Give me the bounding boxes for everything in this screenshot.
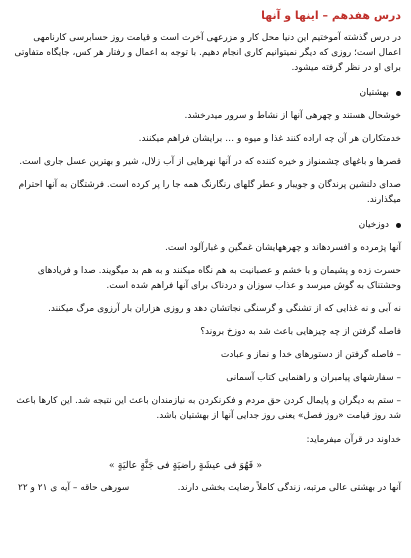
answer-line: – فاصله گرفتن از دستورهای خدا و نماز و عبادت [220, 350, 401, 360]
section-heading-label: دوزخیان [358, 220, 389, 230]
hell-paragraph: آنها پژمرده و افسردهاند و چهرههایشان غمگین و غبارآلود است. [165, 243, 401, 253]
hell-paragraph: نه آبی و نه غذایی که از تشنگی و گرسنگی نجاتشان دهد و روزی هزاران بار آرزوی مرگ میکنند. [47, 304, 401, 314]
section-heading-paradise [10, 86, 401, 101]
hell-paragraph: حسرت زده و پشیمان و با خشم و عصبانیت به هم نگاه میکنند و به هم بد میگویند. صدا و فریادهای وحشتناک به گوش میرسد و عذاب سوزان و دردناک برای آنها فراهم شده است. [37, 266, 401, 291]
quran-verse: « فَهُوَ فی عیشَةٍ راضیَةٍ فی جَنَّةٍ عالیَةٍ » [108, 460, 263, 471]
intro-paragraph: در درس گذشته آموختیم این دنیا محل کار و مزرعهی آخرت است و قیامت روز حسابرسی کارنامهی اعمال است؛ روزی که دیگر نمیتوانیم کاری انجام دهیم. با توجه به اعمال و رفتار هر کس، جایگاه متفاوتی برای او در نظر گرفته میشود. [14, 33, 401, 73]
verse-translation: آنها در بهشتی عالی مرتبه، زندگی کاملاً رضایت بخشی دارند. [177, 483, 401, 493]
bullet-icon [396, 91, 401, 96]
lesson-title: درس هفدهم – اینها و آنها [261, 9, 401, 22]
verse-source: سورهی حاقه – آیه ی ۲۱ و ۲۲ [18, 483, 130, 493]
paradise-paragraph: صدای دلنشین پرندگان و جویبار و عطر گلهای رنگارنگ همه جا را پر کرده است. فرشتگان به آنها احترام میگذارند. [18, 180, 401, 205]
paradise-paragraph: خوشحال هستند و چهرهی آنها از نشاط و سرور میدرخشد. [184, 111, 401, 121]
paradise-paragraph: قصرها و باغهای چشمنواز و خیره کننده که در آنها نهرهایی از آب زلال، شیر و بهترین عسل جاری است. [19, 157, 401, 167]
answer-line: – ستم به دیگران و پایمال کردن حق مردم و فکرنکردن به نیازمندان باعث این نتیجه شد. این کارها باعث شد روز قیامت «روز فصل» یعنی روز جدایی آنها از بهشتیان باشد. [16, 396, 401, 421]
paradise-paragraph: خدمتکاران هر آن چه اراده کنند غذا و میوه و … برایشان فراهم میکنند. [138, 134, 401, 144]
section-heading-label: بهشتیان [359, 88, 389, 98]
section-heading-hell [10, 218, 401, 233]
quote-intro: خداوند در قرآن میفرماید: [306, 435, 401, 445]
bullet-icon [396, 223, 401, 228]
question-line: فاصله گرفتن از چه چیزهایی باعث شد به دوزخ بروند؟ [200, 327, 401, 337]
answer-line: – سفارشهای پیامبران و راهنمایی کتاب آسمانی [226, 373, 401, 383]
verse-footer [10, 481, 401, 496]
